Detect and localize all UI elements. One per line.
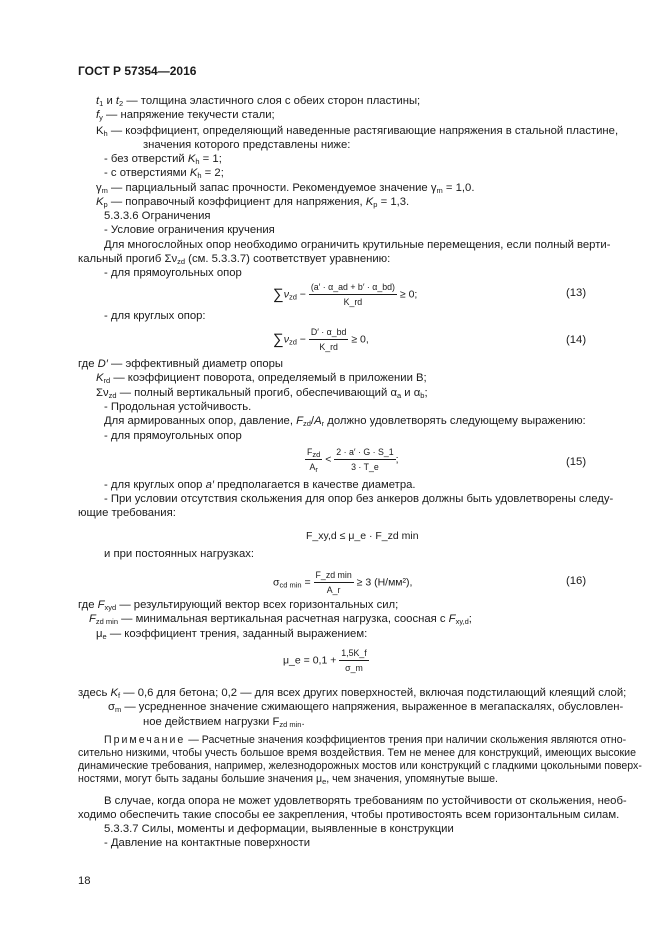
page-number: 18 (78, 875, 91, 887)
equation-mu: μ_e = 0,1 + $\frac{1,5K\_f}{\sigma\_m}$ (283, 648, 367, 673)
text-line: $\gamma_m$ — парциальный запас прочности. Рекомендуемое значение $\gamma_m = 1,0$. (96, 182, 475, 195)
equation-16: $\sigma_{cd min}$ = $\frac{\text{F\_zd min}}{A\_r}$ ≥ 3 (Н/мм²), (273, 570, 413, 595)
text-line: - для прямоугольных опор (104, 430, 242, 442)
section-heading: 5.3.3.6 Ограничения (104, 210, 211, 222)
text-line: значения которого представлены ниже: (143, 139, 351, 151)
equation-14: $\sum\nu_{zd}$ − $\frac{D' \cdot \alpha\_bd}{K\_rd}$ ≥ 0, (273, 327, 369, 352)
text-line: кальный прогиб $\Sigma\nu_{zd}$ (см. 5.3.3.7) соответствует уравнению: (78, 253, 391, 266)
text-line: $\Sigma\nu_{zd}$ — полный вертикальный прогиб, обеспечивающий $\alpha_a$ и $\alpha_b$; (96, 387, 428, 400)
equation-fxy: F_xy,d ≤ μ_e · F_zd min (306, 530, 419, 542)
text-line: - Условие ограничения кручения (104, 224, 275, 236)
text-line: - без отверстий $K_h = 1$; (104, 153, 222, 166)
text-line: ходимо обеспечить такие способы ее закрепления, чтобы противостоять всем горизонтальным силам. (78, 809, 620, 821)
text-line: $t_1$ и $t_2$ — толщина эластичного слоя с обеих сторон пластины; (96, 95, 421, 108)
note-line: сительно низкими, чтобы учесть большое время воздействия. Тем не менее для конструкций, имеющих высокие (78, 747, 636, 759)
text-line: - Давление на контактные поверхности (104, 837, 311, 849)
equation-number: (13) (566, 287, 587, 299)
document-header: ГОСТ Р 57354—2016 (78, 64, 197, 78)
text-line: - для круглых опор a′ предполагается в качестве диаметра. (104, 479, 416, 491)
note-line: Примечание — Расчетные значения коэффициентов трения при наличии скольжения являются отно- (104, 734, 627, 746)
text-line: ное действием нагрузки $F_{zd min}$. (143, 716, 305, 729)
equation-number: (14) (566, 334, 587, 346)
text-line: где D′ — эффективный диаметр опоры (78, 358, 284, 370)
text-line: ющие требования: (78, 507, 176, 519)
note-line: динамические требования, например, железнодорожных мостов или конструкций с гладкими цокольными поверх- (78, 760, 642, 772)
text-line: - для прямоугольных опор (104, 267, 242, 279)
text-line: $K_{rd}$ — коэффициент поворота, определяемый в приложении В; (96, 372, 427, 385)
text-line: - Продольная устойчивость. (104, 401, 252, 413)
text-line: здесь $K_f$ — 0,6 для бетона; 0,2 — для всех других поверхностей, включая подстилающий клеящий слой; (78, 687, 627, 700)
text-line: В случае, когда опора не может удовлетворять требованиям по устойчивости от скольжения, необ- (104, 795, 627, 807)
text-line: - для круглых опор: (104, 310, 206, 322)
text-line: $f_y$ — напряжение текучести стали; (96, 109, 275, 122)
text-line: $\mu_e$ — коэффициент трения, заданный выражением: (96, 628, 368, 641)
text-line: Для армированных опор, давление, $F_{zd}/A_r$ должно удовлетворять следующему выражению: (104, 415, 586, 428)
note-label: Примечание (104, 734, 186, 746)
equation-13: $\sum\nu_{zd}$ − $\frac{(a' \cdot \alpha\_ad + b' \cdot \alpha\_bd)}{K\_rd}$ ≥ 0; (273, 282, 418, 307)
text-line: где $F_{xyd}$ — результирующий вектор всех горизонтальных сил; (78, 599, 399, 612)
section-heading: 5.3.3.7 Силы, моменты и деформации, выявленные в конструкции (104, 823, 454, 835)
text-line: и при постоянных нагрузках: (104, 548, 255, 560)
equation-number: (15) (566, 456, 587, 468)
equation-15: $\frac{F_{zd}}{A_r}$ < $\frac{2 \cdot a' \cdot G \cdot S\_1}{3 \cdot T\_e}$ ; (307, 447, 399, 474)
note-line: ностями, могут быть заданы большие значения $\mu_e$, чем значения, упомянутые выше. (78, 773, 498, 786)
text-line: - с отверстиями $K_h = 2$; (104, 167, 224, 180)
text-line: - При условии отсутствия скольжения для опор без анкеров должны быть удовлетворены следу- (104, 493, 614, 505)
text-line: $K_h$ — коэффициент, определяющий наведенные растягивающие напряжения в стальной пластине, (96, 125, 619, 138)
text-line: Для многослойных опор необходимо ограничить крутильные перемещения, если полный верти- (104, 239, 611, 251)
text-line: $K_p$ — поправочный коэффициент для напряжения, $K_p = 1,3$. (96, 196, 410, 209)
text-line: $F_{zd min}$ — минимальная вертикальная расчетная нагрузка, соосная с $F_{xy,d}$; (89, 613, 472, 626)
text-line: $\sigma_m$ — усредненное значение сжимающего напряжения, выраженное в мегапаскалях, обусловлен- (108, 701, 624, 714)
equation-number: (16) (566, 575, 587, 587)
